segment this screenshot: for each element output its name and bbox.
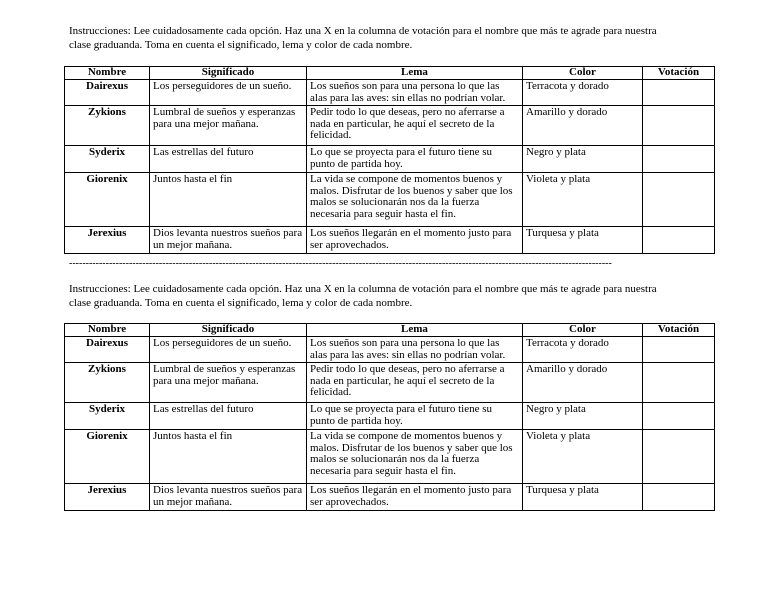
table-row <box>65 403 715 430</box>
instructions-1 <box>69 25 709 52</box>
cell-color: Amarillo y dorado <box>523 106 643 146</box>
cell-nombre: Syderix <box>65 403 150 430</box>
cell-color: Turquesa y plata <box>523 227 643 254</box>
table-row <box>65 106 715 146</box>
voting-table-1 <box>64 66 715 254</box>
table-header-row <box>65 324 715 337</box>
cell-votacion[interactable] <box>643 484 715 511</box>
header-significado: Significado <box>150 67 307 80</box>
cell-significado: Las estrellas del futuro <box>150 403 307 430</box>
cell-nombre: Dairexus <box>65 80 150 106</box>
header-lema: Lema <box>307 67 523 80</box>
cell-color: Turquesa y plata <box>523 484 643 511</box>
cell-color: Negro y plata <box>523 146 643 173</box>
cell-nombre: Zykions <box>65 363 150 403</box>
table-header-row <box>65 67 715 80</box>
instructions-line-1: Instrucciones: Lee cuidadosamente cada opción. Haz una X en la columna de votación para el nombre que más te agrade para nuestra <box>69 25 657 37</box>
cell-votacion[interactable] <box>643 146 715 173</box>
cell-lema: Los sueños llegarán en el momento justo para ser aprovechados. <box>307 484 523 511</box>
cell-votacion[interactable] <box>643 337 715 363</box>
cell-nombre: Jerexius <box>65 484 150 511</box>
cell-significado: Los perseguidores de un sueño. <box>150 337 307 363</box>
cell-lema: Pedir todo lo que deseas, pero no aferrarse a nada en particular, he aquí el secreto de la felicidad. <box>307 363 523 403</box>
cell-votacion[interactable] <box>643 173 715 227</box>
table-row <box>65 173 715 227</box>
cell-nombre: Giorenix <box>65 173 150 227</box>
instructions-line-1: Instrucciones: Lee cuidadosamente cada opción. Haz una X en la columna de votación para el nombre que más te agrade para nuestra <box>69 283 657 295</box>
cell-nombre: Jerexius <box>65 227 150 254</box>
table-row <box>65 146 715 173</box>
header-color: Color <box>523 67 643 80</box>
voting-table-2 <box>64 323 715 511</box>
cell-nombre: Dairexus <box>65 337 150 363</box>
table-row <box>65 80 715 106</box>
header-significado: Significado <box>150 324 307 337</box>
cell-votacion[interactable] <box>643 106 715 146</box>
cell-lema: Lo que se proyecta para el futuro tiene su punto de partida hoy. <box>307 403 523 430</box>
cell-votacion[interactable] <box>643 227 715 254</box>
cell-votacion[interactable] <box>643 363 715 403</box>
cell-lema: Lo que se proyecta para el futuro tiene su punto de partida hoy. <box>307 146 523 173</box>
cell-lema: Los sueños llegarán en el momento justo para ser aprovechados. <box>307 227 523 254</box>
header-nombre: Nombre <box>65 324 150 337</box>
table-row <box>65 227 715 254</box>
header-nombre: Nombre <box>65 67 150 80</box>
table-row <box>65 337 715 363</box>
table-row <box>65 430 715 484</box>
cell-nombre: Zykions <box>65 106 150 146</box>
cell-significado: Dios levanta nuestros sueños para un mejor mañana. <box>150 484 307 511</box>
cell-color: Negro y plata <box>523 403 643 430</box>
cell-color: Terracota y dorado <box>523 337 643 363</box>
header-lema: Lema <box>307 324 523 337</box>
table-row <box>65 363 715 403</box>
instructions-line-2: clase graduanda. Toma en cuenta el significado, lema y color de cada nombre. <box>69 38 413 51</box>
table-row <box>65 484 715 511</box>
cell-color: Violeta y plata <box>523 173 643 227</box>
cell-significado: Las estrellas del futuro <box>150 146 307 173</box>
cell-votacion[interactable] <box>643 430 715 484</box>
cell-nombre: Syderix <box>65 146 150 173</box>
cell-nombre: Giorenix <box>65 430 150 484</box>
cell-lema: Los sueños son para una persona lo que las alas para las aves: sin ellas no podrían volar. <box>307 337 523 363</box>
cell-lema: La vida se compone de momentos buenos y malos. Disfrutar de los buenos y saber que los malos se solucionarán nos da la fuerza necesaria para seguir hasta el fin. <box>307 173 523 227</box>
cell-lema: Pedir todo lo que deseas, pero no aferrarse a nada en particular, he aquí el secreto de la felicidad. <box>307 106 523 146</box>
cell-color: Violeta y plata <box>523 430 643 484</box>
cell-significado: Juntos hasta el fin <box>150 430 307 484</box>
header-color: Color <box>523 324 643 337</box>
cell-significado: Lumbral de sueños y esperanzas para una mejor mañana. <box>150 106 307 146</box>
cell-lema: La vida se compone de momentos buenos y malos. Disfrutar de los buenos y saber que los malos se solucionarán nos da la fuerza necesaria para seguir hasta el fin. <box>307 430 523 484</box>
cell-significado: Los perseguidores de un sueño. <box>150 80 307 106</box>
header-votacion: Votación <box>643 67 715 80</box>
cell-votacion[interactable] <box>643 403 715 430</box>
cell-significado: Juntos hasta el fin <box>150 173 307 227</box>
instructions-2 <box>69 283 709 310</box>
cell-significado: Dios levanta nuestros sueños para un mejor mañana. <box>150 227 307 254</box>
instructions-line-2: clase graduanda. Toma en cuenta el significado, lema y color de cada nombre. <box>69 296 413 309</box>
cell-color: Terracota y dorado <box>523 80 643 106</box>
cell-lema: Los sueños son para una persona lo que las alas para las aves: sin ellas no podrían volar. <box>307 80 523 106</box>
cut-line-separator: ------------------------------------------------------------------------------------------------------------------------------------------------------------------- <box>69 259 612 269</box>
cell-color: Amarillo y dorado <box>523 363 643 403</box>
cell-votacion[interactable] <box>643 80 715 106</box>
header-votacion: Votación <box>643 324 715 337</box>
cell-significado: Lumbral de sueños y esperanzas para una mejor mañana. <box>150 363 307 403</box>
